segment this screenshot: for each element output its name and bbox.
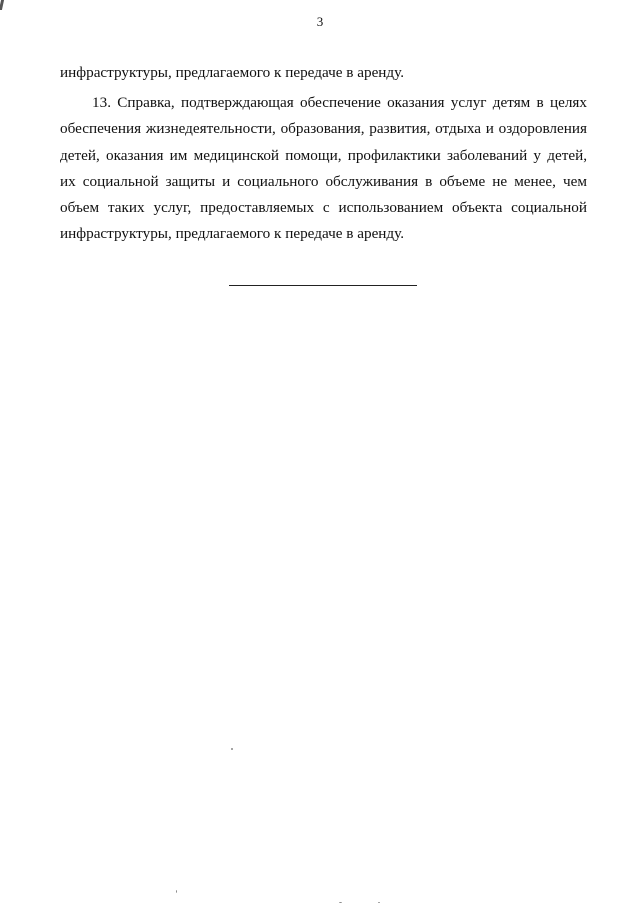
item-13-paragraph: 13. Справка, подтверждающая обеспечение оказания услуг детям в целях обеспечения жизнедеятельности, образования, развития, отдыха и оздоровления детей, оказания им медицинской помощи, профилактики заболеваний у детей, их социальной защиты и социального обслуживания в объеме не менее, чем объем таких услуг, предоставляемых с использованием объекта социальной инфраструктуры, предлагаемого к передаче в аренду. <box>60 94 587 243</box>
scan-speck <box>176 890 177 893</box>
closing-rule <box>229 285 417 286</box>
scan-speck <box>231 748 233 750</box>
scan-edge-mark <box>0 0 4 10</box>
scan-speck <box>339 902 342 903</box>
page-number: 3 <box>316 14 324 29</box>
continuation-line: инфраструктуры, предлагаемого к передаче в аренду. <box>60 64 405 81</box>
scan-speck <box>378 902 380 903</box>
